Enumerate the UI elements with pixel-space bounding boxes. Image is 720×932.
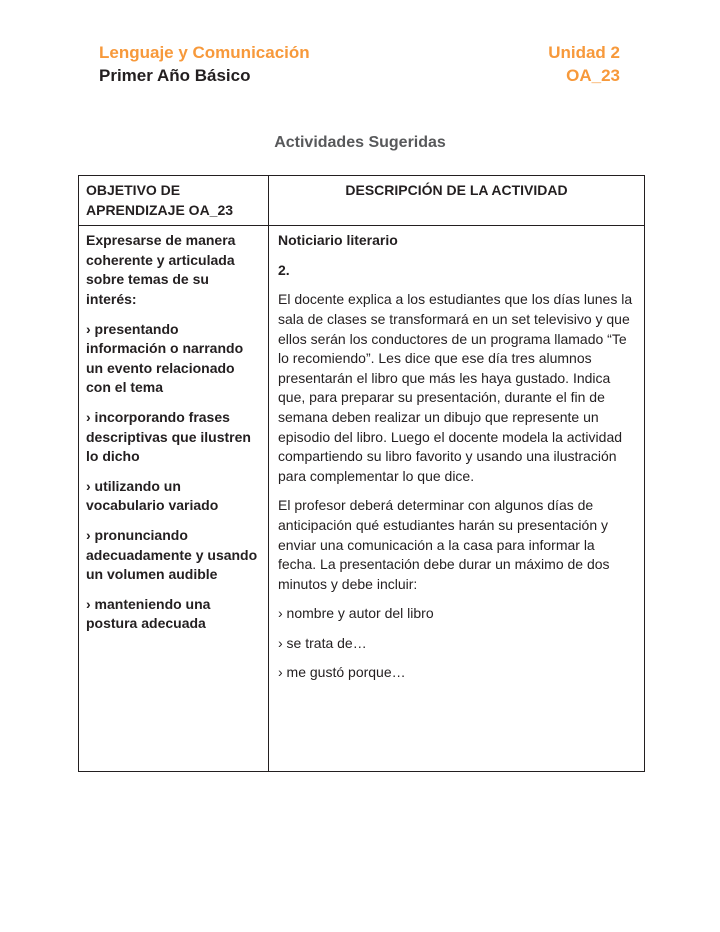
activity-bullet: › nombre y autor del libro	[278, 605, 434, 622]
activity-title: Noticiario literario	[278, 232, 398, 249]
document-header	[0, 0, 720, 87]
header-unit: Unidad 2	[548, 43, 620, 62]
page-title: Actividades Sugeridas	[274, 134, 446, 151]
activity-number: 2.	[278, 261, 290, 278]
table-header-row	[79, 176, 645, 226]
activity-bullet: › me gustó porque…	[278, 664, 406, 681]
objective-bullet: › presentando información o narrando un evento relacionado con el tema	[86, 320, 244, 396]
objective-bullet: › manteniendo una postura adecuada	[86, 595, 211, 632]
header-grade: Primer Año Básico	[99, 66, 251, 85]
objective-cell	[79, 226, 269, 772]
activities-table	[78, 175, 645, 772]
table-body-row	[79, 226, 645, 772]
activity-paragraph: El profesor deberá determinar con algunos días de anticipación qué estudiantes harán su presentación y enviar una comunicación a la casa para informar la fecha. La presentación debe durar un máximo de dos minutos y debe incluir:	[278, 497, 610, 592]
header-oa-code: OA_23	[566, 66, 620, 85]
objective-bullet: › incorporando frases descriptivas que ilustren lo dicho	[86, 408, 251, 465]
header-left-block	[99, 41, 310, 87]
objective-bullet: › utilizando un vocabulario variado	[86, 477, 219, 514]
activity-paragraph: El docente explica a los estudiantes que los días lunes la sala de clases se transformará en un set televisivo y que ellos serán los conductores de un programa llamado “Te lo recomiendo”. Les dice que ese día tres alumnos presentarán el libro que más les haya gustado. Indica que, para preparar su presentación, durante el fin de semana deben realizar un dibujo que represente un episodio del libro. Luego el docente modela la actividad compartiendo su libro favorito y usando una ilustración para complementar lo que dice.	[278, 291, 633, 484]
objective-bullet: › pronunciando adecuadamente y usando un volumen audible	[86, 526, 258, 583]
header-subject: Lenguaje y Comunicación	[99, 43, 310, 62]
header-right-block	[548, 41, 620, 87]
objective-column-header: OBJETIVO DE APRENDIZAJE OA_23	[79, 176, 269, 226]
activity-bullet: › se trata de…	[278, 634, 367, 651]
activity-cell	[269, 226, 645, 772]
activity-column-header: DESCRIPCIÓN DE LA ACTIVIDAD	[269, 176, 645, 226]
objective-intro: Expresarse de manera coherente y articulada sobre temas de su interés:	[86, 232, 236, 307]
